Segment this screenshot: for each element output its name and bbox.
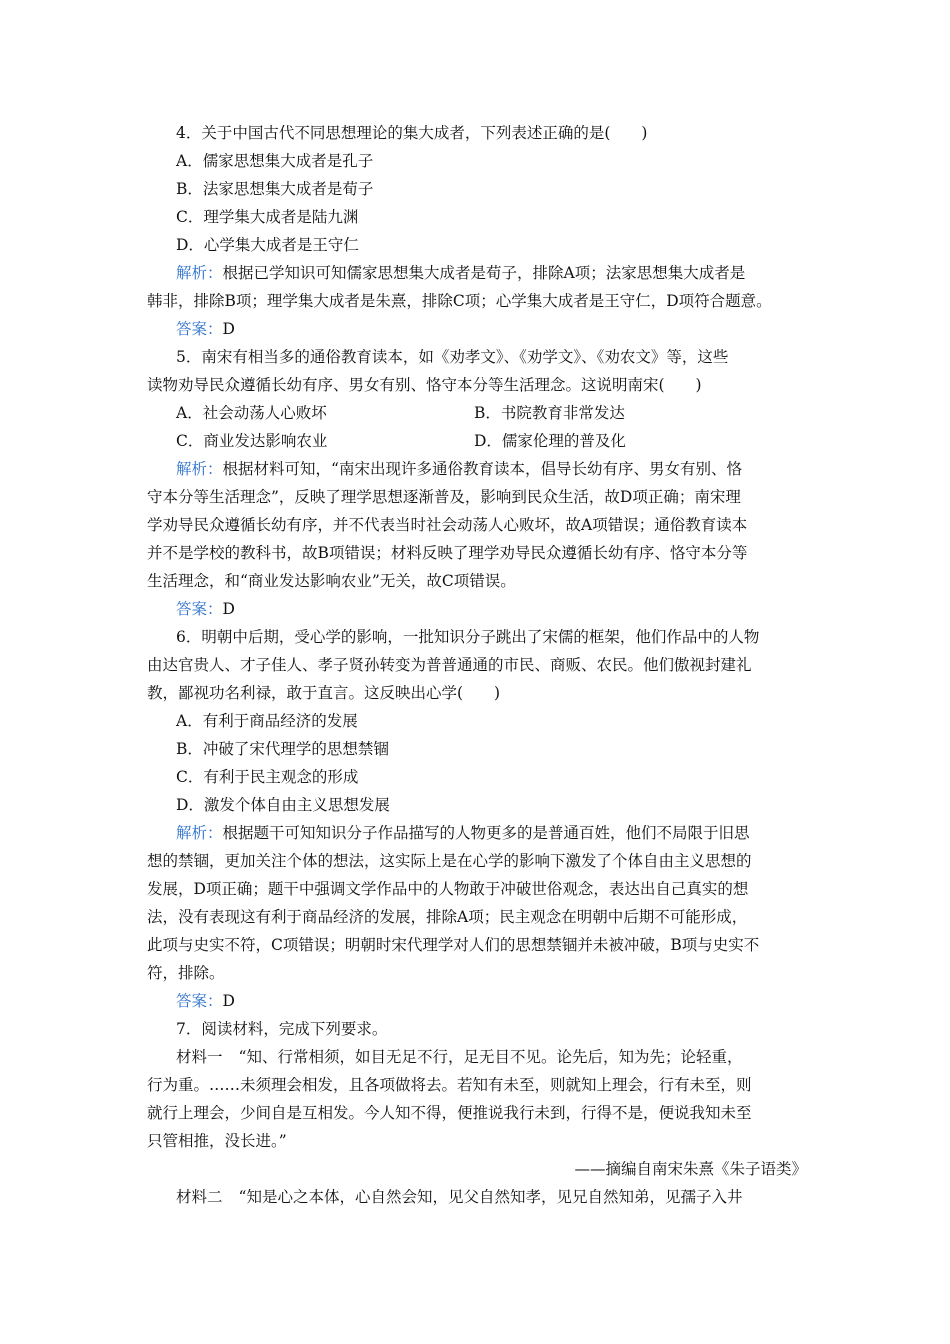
q4-analysis-line-1: 解析：根据已学知识可知儒家思想集大成者是荀子，排除A项；法家思想集大成者是	[176, 264, 746, 282]
q5-analysis-line-2: 守本分等生活理念”，反映了理学思想逐渐普及，影响到民众生活，故D项正确；南宋理	[147, 488, 741, 506]
q6-option-b: B．冲破了宋代理学的思想禁锢	[176, 740, 389, 758]
q7-material-1-line-1: 材料一 “知、行常相须，如目无足不行，足无目不见。论先后，知为先；论轻重，	[176, 1048, 743, 1066]
q6-stem-line-1: 6．明朝中后期，受心学的影响，一批知识分子跳出了宋儒的框架，他们作品中的人物	[176, 628, 760, 646]
q7-material-2-label: 材料二	[176, 1188, 223, 1206]
q5-analysis-line-3: 学劝导民众遵循长幼有序，并不代表当时社会动荡人心败坏，故A项错误；通俗教育读本	[147, 516, 748, 534]
q6-analysis-label: 解析：	[176, 824, 223, 842]
q5-answer-label: 答案：	[176, 600, 223, 618]
q5-stem-line-2: 读物劝导民众遵循长幼有序、男女有别、恪守本分等生活理念。这说明南宋( )	[147, 376, 702, 394]
q4-option-c: C．理学集大成者是陆九渊	[176, 208, 359, 226]
q6-stem-line-2: 由达官贵人、才子佳人、孝子贤孙转变为普普通通的市民、商贩、农民。他们傲视封建礼	[147, 656, 752, 674]
q5-option-d: D．儒家伦理的普及化	[474, 432, 626, 450]
q5-option-a: A．社会动荡人心败坏	[176, 404, 327, 422]
q5-analysis-line-4: 并不是学校的教科书，故B项错误；材料反映了理学劝导民众遵循长幼有序、恪守本分等	[147, 544, 748, 562]
q7-material-1-line-3: 就行上理会，少间自是互相发。今人知不得，便推说我行未到，行得不是，便说我知未至	[147, 1104, 752, 1122]
q4-option-b: B．法家思想集大成者是荀子	[176, 180, 374, 198]
q5-option-c: C．商业发达影响农业	[176, 432, 328, 450]
q4-option-a: A．儒家思想集大成者是孔子	[176, 152, 374, 170]
q5-option-b: B．书院教育非常发达	[474, 404, 625, 422]
q6-answer	[176, 990, 235, 1012]
q4-analysis-line-2: 韩非，排除B项；理学集大成者是朱熹，排除C项；心学集大成者是王守仁，D项符合题意。	[147, 292, 772, 310]
q5-analysis-line-5: 生活理念，和“商业发达影响农业”无关，故C项错误。	[147, 572, 516, 590]
q6-analysis-line-2: 想的禁锢，更加关注个体的想法，这实际上是在心学的影响下激发了个体自由主义思想的	[147, 852, 752, 870]
q6-answer-label: 答案：	[176, 992, 223, 1010]
q7-material-1-line-2: 行为重。……未须理会相发，且各项做将去。若知有未至，则就知上理会，行有未至，则	[147, 1076, 752, 1094]
q6-option-c: C．有利于民主观念的形成	[176, 768, 359, 786]
q7-material-1-source: ——摘编自南宋朱熹《朱子语类》	[574, 1160, 807, 1178]
q4-answer-label: 答案：	[176, 320, 223, 338]
q7-material-2-line-1: 材料二 “知是心之本体，心自然会知，见父自然知孝，见兄自然知弟，见孺子入井	[176, 1188, 743, 1206]
q6-stem-line-3: 教，鄙视功名利禄，敢于直言。这反映出心学( )	[147, 684, 501, 702]
q6-answer-value: D	[222, 992, 235, 1010]
q7-material-1-label: 材料一	[176, 1048, 223, 1066]
q5-analysis-label: 解析：	[176, 460, 223, 478]
q6-analysis-line-6: 符，排除。	[147, 964, 225, 982]
q6-analysis-line-5: 此项与史实不符，C项错误；明朝时宋代理学对人们的思想禁锢并未被冲破，B项与史实不	[147, 936, 760, 954]
q4-answer-value: D	[222, 320, 235, 338]
q6-analysis-line-3: 发展，D项正确；题干中强调文学作品中的人物敢于冲破世俗观念，表达出自己真实的想	[147, 880, 749, 898]
q6-analysis-line-1: 解析：根据题干可知知识分子作品描写的人物更多的是普通百姓，他们不局限于旧思	[176, 824, 750, 842]
q5-answer-value: D	[222, 600, 235, 618]
q4-stem: 4．关于中国古代不同思想理论的集大成者，下列表述正确的是( )	[176, 124, 648, 142]
q6-option-d: D．激发个体自由主义思想发展	[176, 796, 390, 814]
q4-option-d: D．心学集大成者是王守仁	[176, 236, 359, 254]
q4-answer	[176, 318, 235, 340]
q5-stem-line-1: 5．南宋有相当多的通俗教育读本，如《劝孝文》、《劝学文》、《劝农文》等，这些	[176, 348, 729, 366]
q5-analysis-line-1: 解析：根据材料可知，“南宋出现许多通俗教育读本，倡导长幼有序、男女有别、恪	[176, 460, 742, 478]
q4-analysis-label: 解析：	[176, 264, 223, 282]
q7-material-1-line-4: 只管相推，没长进。”	[147, 1132, 287, 1150]
q7-stem: 7．阅读材料，完成下列要求。	[176, 1020, 388, 1038]
q6-option-a: A．有利于商品经济的发展	[176, 712, 358, 730]
q5-answer	[176, 598, 235, 620]
q6-analysis-line-4: 法，没有表现这有利于商品经济的发展，排除A项；民主观念在明朝中后期不可能形成，	[147, 908, 748, 926]
